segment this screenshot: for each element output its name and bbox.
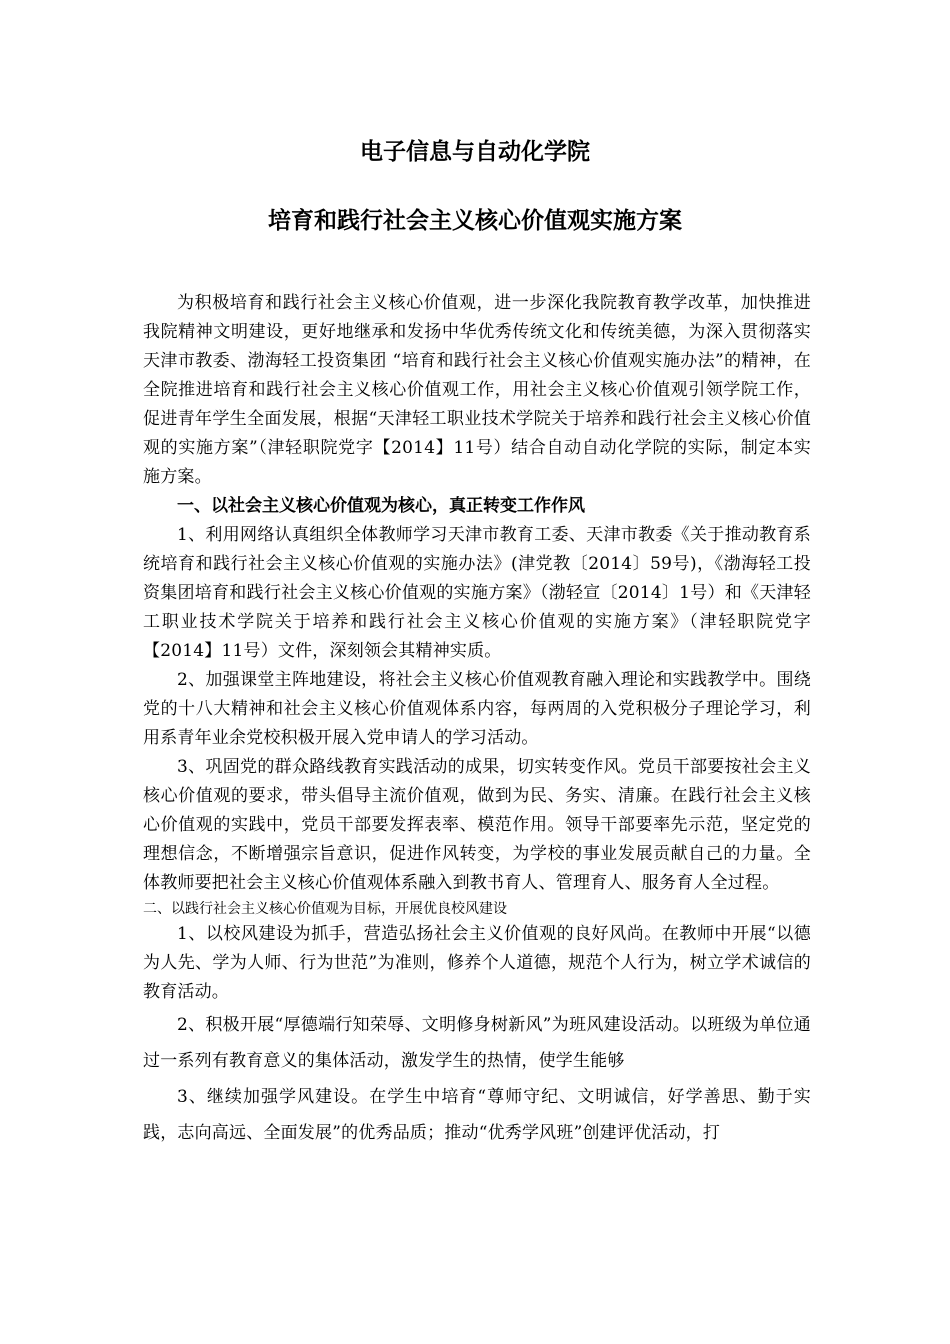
section1-item-2: 2、加强课堂主阵地建设，将社会主义核心价值观教育融入理论和实践教学中。围绕党的十八大精神和社会主义核心价值观体系内容，每两周的入党积极分子理论学习，利用系青年业余党校积极开展入党申请人的学习活动。 <box>143 670 811 748</box>
section2-heading: 二、以践行社会主义核心价值观为目标，开展优良校风建设 <box>143 901 507 917</box>
section2-item-3: 3、继续加强学风建设。在学生中培育“尊师守纪、文明诚信，好学善思、勤于实践，志向高远、全面发展”的优秀品质；推动“优秀学风班”创建评优活动，打 <box>143 1087 811 1143</box>
section1-item-1: 1、利用网络认真组织全体教师学习天津市教育工委、天津市教委《关于推动教育系统培育和践行社会主义核心价值观的实施办法》(津党教〔2014〕59号)，《渤海轻工投资集团培育和践行社会主义核心价值观的实施方案》（渤轻宣〔2014〕1号）和《天津轻工职业技术学院关于培养和践行社会主义核心价值观的实施方案》（津轻职院党字【2014】11号）文件，深刻领会其精神实质。 <box>143 525 811 661</box>
section2-item-2: 2、积极开展“厚德端行知荣辱、文明修身树新风”为班风建设活动。以班级为单位通过一系列有教育意义的集体活动，激发学生的热情，使学生能够 <box>143 1015 811 1071</box>
section1-item-3: 3、巩固党的群众路线教育实践活动的成果，切实转变作风。党员干部要按社会主义核心价值观的要求，带头倡导主流价值观，做到为民、务实、清廉。在践行社会主义核心价值观的实践中，党员干部要发挥表率、模范作用。领导干部要率先示范，坚定党的理想信念，不断增强宗旨意识，促进作风转变，为学校的事业发展贡献自己的力量。全体教师要把社会主义核心价值观体系融入到教书育人、管理育人、服务育人全过程。 <box>143 757 811 893</box>
document-title-line1: 电子信息与自动化学院 <box>360 139 590 165</box>
section1-heading: 一、以社会主义核心价值观为核心，真正转变工作作风 <box>177 496 585 516</box>
intro-paragraph: 为积极培育和践行社会主义核心价值观，进一步深化我院教育教学改革，加快推进我院精神文明建设，更好地继承和发扬中华优秀传统文化和传统美德，为深入贯彻落实天津市教委、渤海轻工投资集团 “培育和践行社会主义核心价值观实施办法”的精神，在全院推进培育和践行社会主义核心价值观工作，用社会主义核心价值观引领学院工作，促进青年学生全面发展，根据“天津轻工职业技术学院关于培养和践行社会主义核心价值观的实施方案”（津轻职院党字【2014】11号）结合自动自动化学院的实际，制定本实施方案。 <box>143 293 811 487</box>
document-body <box>143 289 811 1151</box>
section2-item-1: 1、以校风建设为抓手，营造弘扬社会主义价值观的良好风尚。在教师中开展“以德为人先、学为人师、行为世范”为准则，修养个人道德，规范个人行为，树立学术诚信的教育活动。 <box>143 924 811 1002</box>
document-title-line2: 培育和践行社会主义核心价值观实施方案 <box>268 208 682 234</box>
